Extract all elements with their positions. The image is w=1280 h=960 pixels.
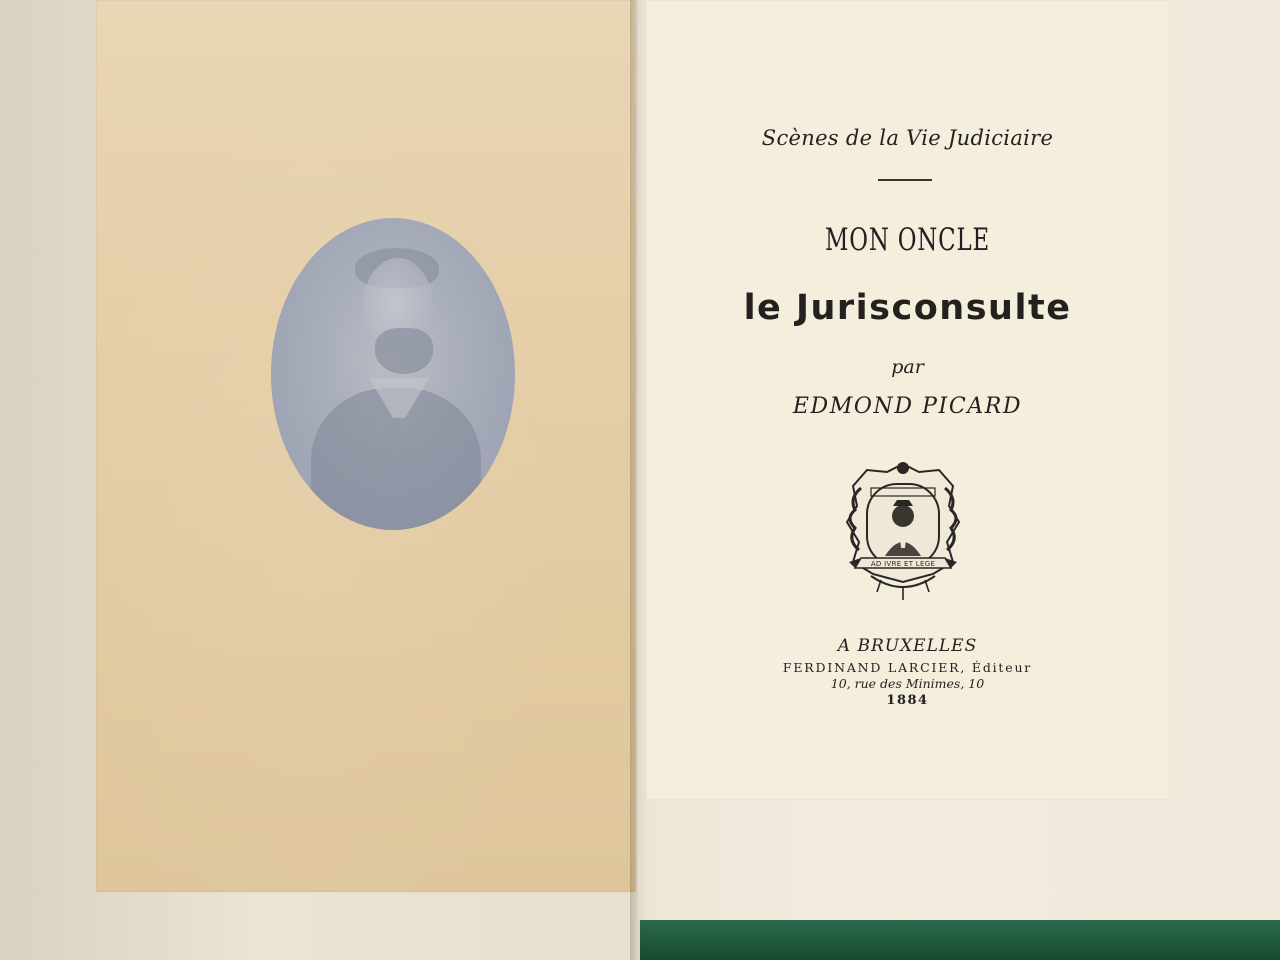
title-rule: [878, 179, 932, 181]
imprint-city: A BRUXELLES: [837, 636, 978, 656]
title-line-1: MON ONCLE: [825, 222, 990, 258]
imprint-address: 10, rue des Minimes, 10: [830, 676, 985, 691]
book-gutter: [630, 0, 650, 960]
portrait-beard: [375, 328, 433, 374]
title-line-2: le Jurisconsulte: [743, 288, 1072, 328]
imprint-year: 1884: [886, 693, 929, 708]
publisher-emblem-icon: [841, 458, 965, 604]
by-line: par: [891, 356, 924, 378]
emblem-motto: AD IVRE ET LEGE: [870, 560, 936, 568]
title-page: [645, 0, 1170, 800]
author-name: EDMOND PICARD: [792, 394, 1023, 419]
right-page: [638, 0, 1280, 920]
series-title: Scènes de la Vie Judiciaire: [761, 126, 1054, 150]
portrait-oval-icon: [271, 218, 515, 530]
tissue-guard-sheet: [96, 0, 636, 892]
imprint-publisher: FERDINAND LARCIER, Éditeur: [782, 660, 1033, 675]
